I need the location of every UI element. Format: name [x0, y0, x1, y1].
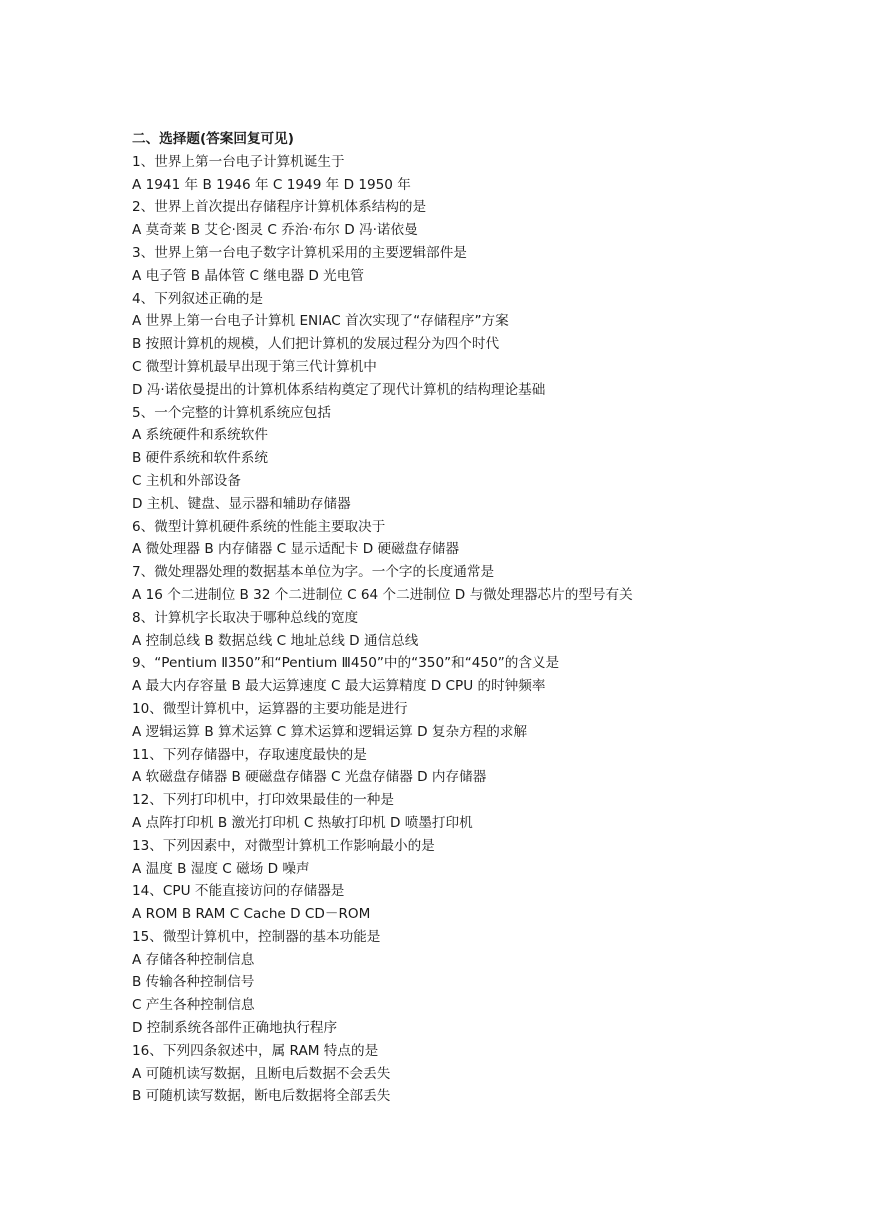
question-line: 8、计算机字长取决于哪种总线的宽度	[132, 609, 359, 626]
question-line: 2、世界上首次提出存储程序计算机体系结构的是	[132, 199, 427, 216]
option-line: D 冯·诺依曼提出的计算机体系结构奠定了现代计算机的结构理论基础	[132, 381, 546, 398]
options-line: A 微处理器 B 内存储器 C 显示适配卡 D 硬磁盘存储器	[132, 541, 460, 558]
question-line: 6、微型计算机硬件系统的性能主要取决于	[132, 518, 386, 535]
option-line: C 微型计算机最早出现于第三代计算机中	[132, 358, 377, 375]
options-line: A 16 个二进制位 B 32 个二进制位 C 64 个二进制位 D 与微处理器芯片的型号有关	[132, 586, 633, 603]
options-line: A ROM B RAM C Cache D CD－ROM	[132, 906, 371, 923]
section-heading: 二、选择题(答案回复可见)	[132, 131, 294, 147]
question-line: 15、微型计算机中，控制器的基本功能是	[132, 928, 381, 945]
question-line: 3、世界上第一台电子数字计算机采用的主要逻辑部件是	[132, 244, 467, 261]
options-line: A 逻辑运算 B 算术运算 C 算术运算和逻辑运算 D 复杂方程的求解	[132, 723, 528, 740]
question-line: 10、微型计算机中，运算器的主要功能是进行	[132, 700, 408, 717]
option-line: B 按照计算机的规模，人们把计算机的发展过程分为四个时代	[132, 336, 500, 353]
options-line: A 1941 年 B 1946 年 C 1949 年 D 1950 年	[132, 176, 411, 193]
option-line: C 主机和外部设备	[132, 472, 241, 489]
options-line: A 电子管 B 晶体管 C 继电器 D 光电管	[132, 267, 364, 284]
options-line: A 最大内存容量 B 最大运算速度 C 最大运算精度 D CPU 的时钟频率	[132, 678, 546, 695]
option-line: D 主机、键盘、显示器和辅助存储器	[132, 495, 351, 512]
document-body	[132, 128, 832, 1108]
question-line: 12、下列打印机中，打印效果最佳的一种是	[132, 792, 394, 809]
question-line: 9、“Pentium Ⅱ350”和“Pentium Ⅲ450”中的“350”和“450”的含义是	[132, 655, 560, 672]
options-line: A 莫奇莱 B 艾仑·图灵 C 乔治·布尔 D 冯·诺依曼	[132, 222, 418, 239]
options-line: A 点阵打印机 B 激光打印机 C 热敏打印机 D 喷墨打印机	[132, 814, 473, 831]
question-line: 11、下列存储器中，存取速度最快的是	[132, 746, 367, 763]
option-line: D 控制系统各部件正确地执行程序	[132, 1020, 338, 1037]
question-line: 14、CPU 不能直接访问的存储器是	[132, 883, 345, 900]
question-line: 13、下列因素中，对微型计算机工作影响最小的是	[132, 837, 435, 854]
options-line: A 温度 B 湿度 C 磁场 D 噪声	[132, 860, 310, 877]
option-line: A 可随机读写数据，且断电后数据不会丢失	[132, 1065, 391, 1082]
question-line: 7、微处理器处理的数据基本单位为字。一个字的长度通常是	[132, 564, 495, 581]
option-line: C 产生各种控制信息	[132, 997, 255, 1014]
option-line: A 存储各种控制信息	[132, 951, 255, 968]
question-line: 5、一个完整的计算机系统应包括	[132, 404, 331, 421]
option-line: B 可随机读写数据，断电后数据将全部丢失	[132, 1088, 391, 1105]
option-line: A 系统硬件和系统软件	[132, 427, 268, 444]
options-line: A 控制总线 B 数据总线 C 地址总线 D 通信总线	[132, 632, 419, 649]
question-line: 16、下列四条叙述中，属 RAM 特点的是	[132, 1042, 379, 1059]
option-line: B 硬件系统和软件系统	[132, 450, 268, 467]
options-line: A 软磁盘存储器 B 硬磁盘存储器 C 光盘存储器 D 内存储器	[132, 769, 487, 786]
option-line: B 传输各种控制信号	[132, 974, 255, 991]
question-line: 1、世界上第一台电子计算机诞生于	[132, 153, 345, 170]
option-line: A 世界上第一台电子计算机 ENIAC 首次实现了“存储程序”方案	[132, 313, 509, 330]
question-line: 4、下列叙述正确的是	[132, 290, 263, 307]
